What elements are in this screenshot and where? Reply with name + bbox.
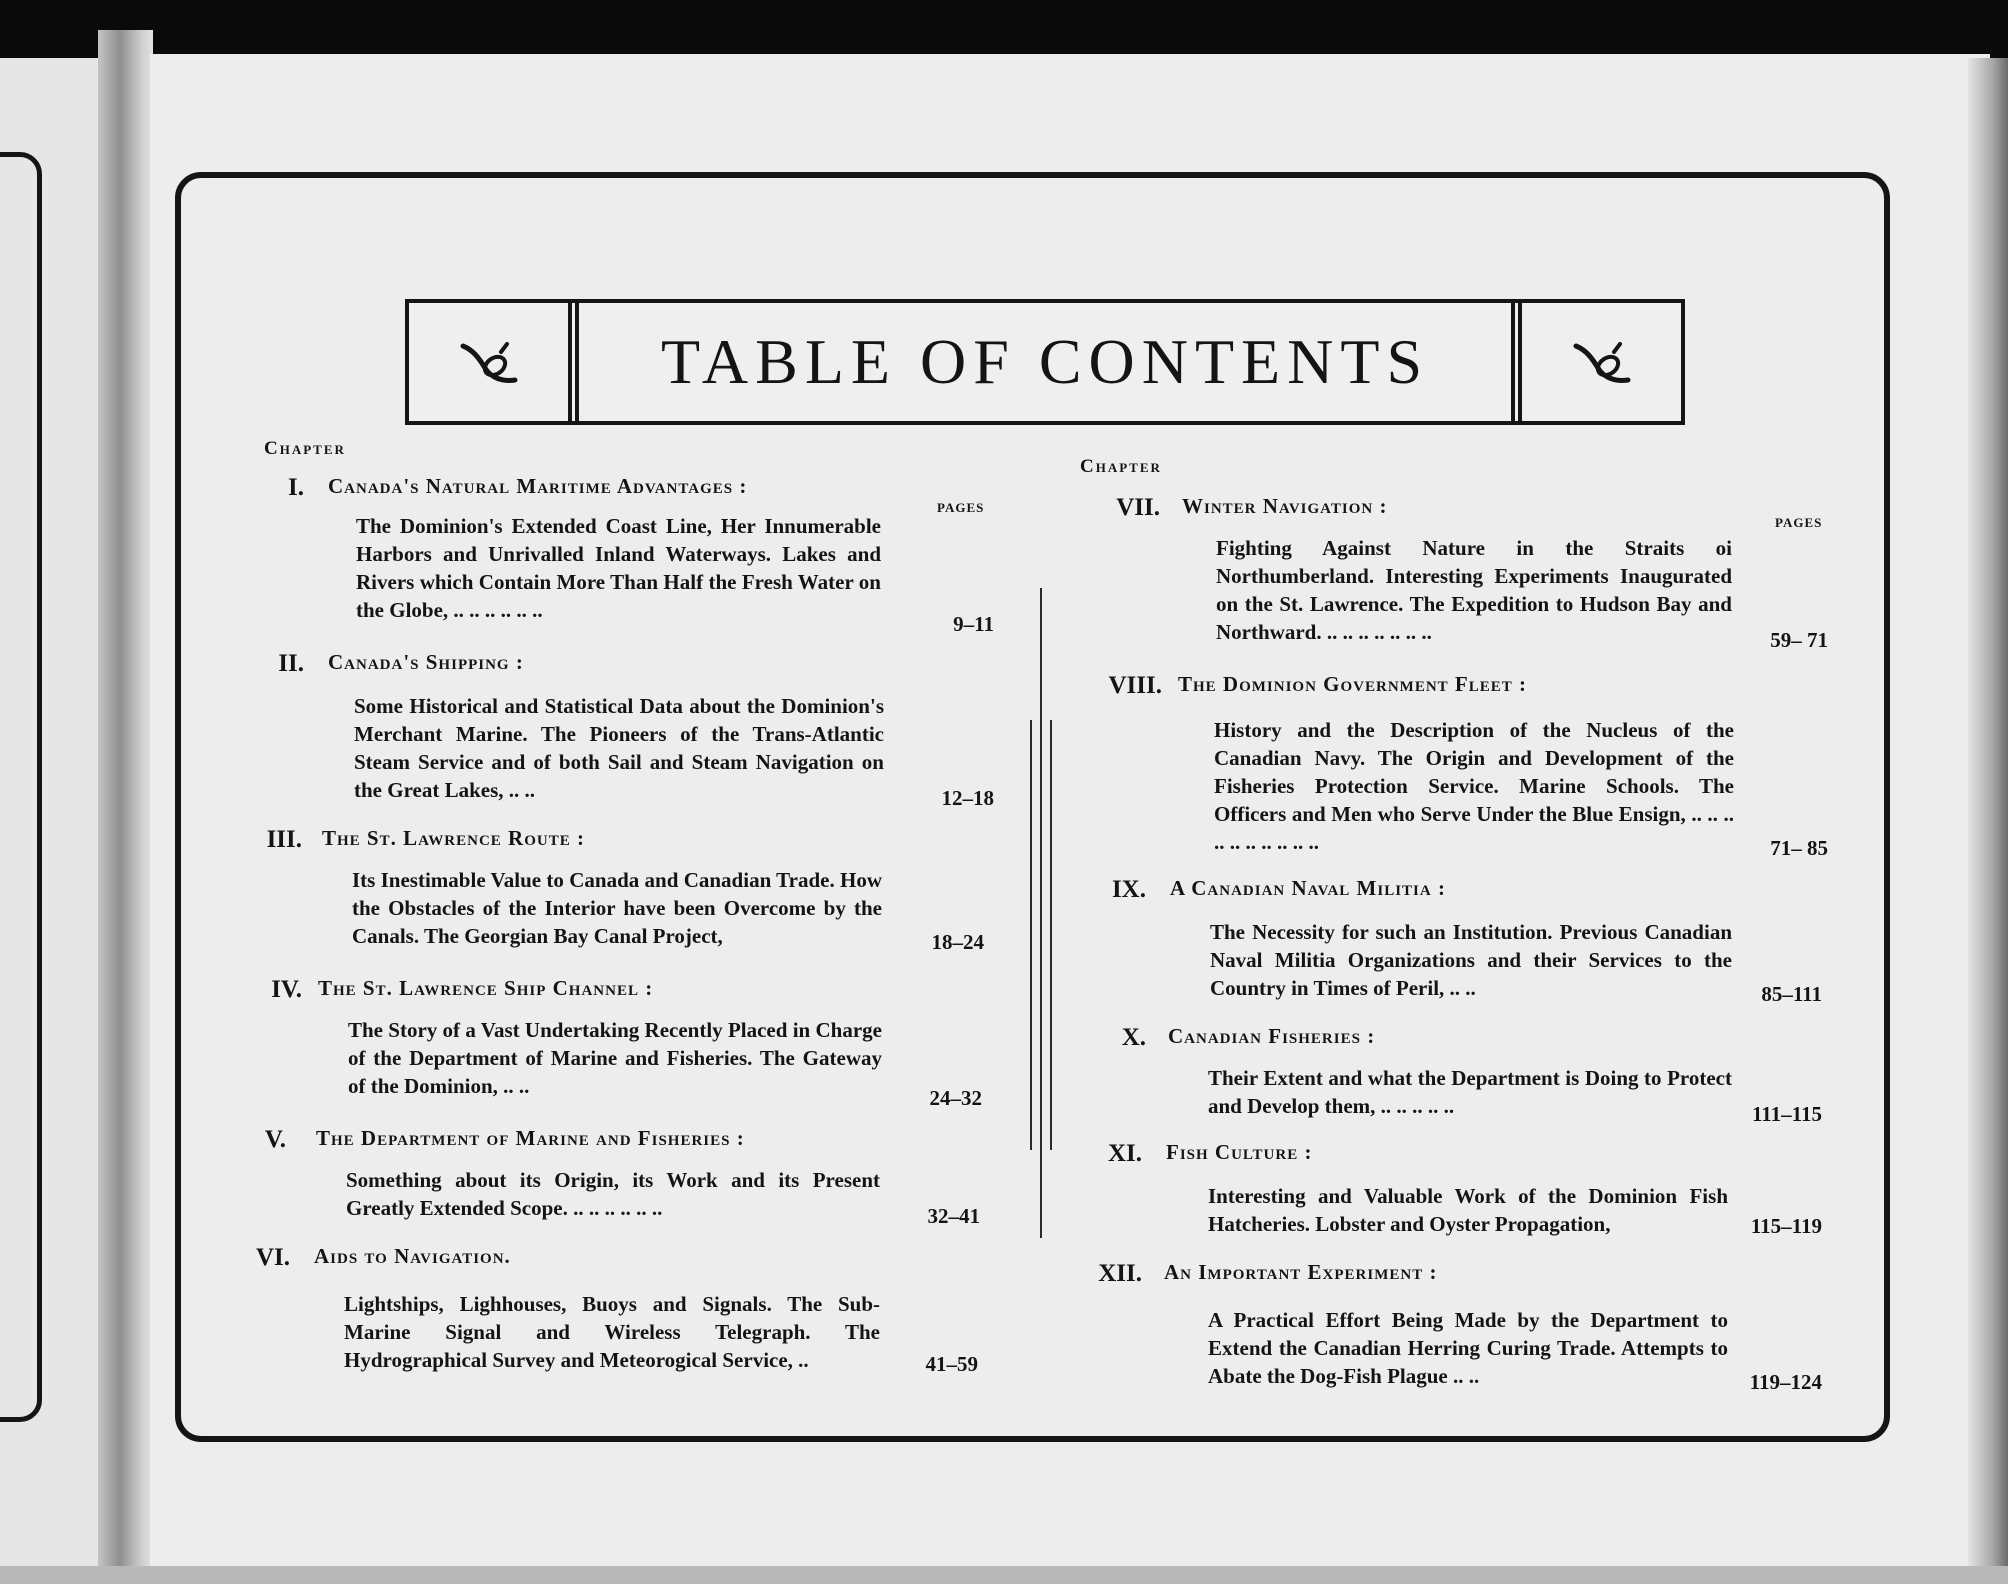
chapter-pages: 71– 85: [1770, 836, 1828, 860]
toc-entry: [1090, 1260, 1828, 1400]
chapter-numeral: II.: [278, 650, 304, 677]
toc-entry: [256, 1126, 994, 1236]
page-title: TABLE OF CONTENTS: [660, 326, 1430, 397]
toc-entry: [256, 826, 994, 966]
chapter-pages: 18–24: [931, 930, 984, 954]
column-divider: [1050, 720, 1052, 1150]
banner-left-panel: [409, 303, 579, 421]
chapter-numeral: VI.: [256, 1244, 291, 1271]
chapter-pages: 115–119: [1750, 1214, 1822, 1238]
toc-entry: [256, 1244, 994, 1384]
chapter-description: A Practical Effort Being Made by the Department to Extend the Canadian Herring Curing Trade. Attempts to Abate the Dog-Fish Plague .. ..: [1208, 1308, 1728, 1388]
chapter-description: Something about its Origin, its Work and its Present Greatly Extended Scope. .. .. .. .. .. ..: [346, 1168, 880, 1220]
chapter-numeral: IV.: [271, 976, 302, 1003]
chapter-pages: 119–124: [1749, 1370, 1822, 1394]
chapter-description: Its Inestimable Value to Canada and Canadian Trade. How the Obstacles of the Interior have been Overcome by the Canals. The Georgian Bay Canal Project,: [352, 868, 882, 948]
chapter-numeral: VII.: [1116, 494, 1160, 521]
chapter-description: Fighting Against Nature in the Straits oi Northumberland. Interesting Experiments Inaugurated on the St. Lawrence. The Expedition to Hudson Bay and Northward. .. .. .. .. .. .. ..: [1216, 536, 1732, 644]
chapter-numeral: V.: [264, 1126, 286, 1153]
chapter-description: Some Historical and Statistical Data about the Dominion's Merchant Marine. The Pioneers of the Trans-Atlantic Steam Service and of both Sail and Steam Navigation on the Great Lakes, .. ..: [354, 694, 884, 802]
chapter-pages: 59– 71: [1770, 628, 1828, 652]
previous-page-frame: [0, 152, 42, 1422]
scan-bottom-border: [0, 1566, 2008, 1584]
column-divider: [1030, 720, 1032, 1150]
chapter-heading: Fish Culture :: [1166, 1140, 1313, 1164]
toc-entry: [264, 650, 994, 810]
chapter-heading: Canada's Shipping :: [328, 650, 524, 674]
page-edge-shadow: [1968, 58, 2008, 1566]
chapter-numeral: XI.: [1107, 1140, 1142, 1167]
chapter-column-label: Chapter: [264, 438, 346, 459]
chapter-pages: 12–18: [941, 786, 994, 810]
chapter-heading: Canada's Natural Maritime Advantages :: [328, 474, 748, 498]
chapter-heading: Aids to Navigation.: [314, 1244, 511, 1268]
flourish-icon: [1570, 336, 1634, 388]
flourish-icon: [457, 336, 521, 388]
toc-entry: [1100, 494, 1828, 654]
chapter-description: Their Extent and what the Department is Doing to Protect and Develop them, .. .. .. .. ..: [1208, 1066, 1732, 1118]
chapter-pages: 9–11: [953, 612, 994, 636]
chapter-pages: 111–115: [1751, 1102, 1822, 1126]
chapter-numeral: XII.: [1098, 1260, 1142, 1287]
chapter-heading: An Important Experiment :: [1164, 1260, 1438, 1284]
chapter-pages: 85–111: [1761, 982, 1822, 1006]
title-banner: [405, 299, 1685, 425]
chapter-pages: 41–59: [925, 1352, 978, 1376]
chapter-description: The Dominion's Extended Coast Line, Her Innumerable Harbors and Unrivalled Inland Waterways. Lakes and Rivers which Contain More Than Half the Fresh Water on the Globe, .. .. .. .. .. ..: [356, 514, 881, 622]
toc-entry: [1106, 876, 1828, 1006]
chapter-numeral: I.: [288, 474, 304, 501]
chapter-description: History and the Description of the Nucleus of the Canadian Navy. The Origin and Development of the Fisheries Protection Service. Marine Schools. The Officers and Men who Serve Under the Blue Ensign, .. .. .. .. .. .. .. .. .. ..: [1214, 718, 1734, 854]
chapter-heading: The St. Lawrence Route :: [322, 826, 585, 850]
chapter-heading: A Canadian Naval Militia :: [1170, 876, 1446, 900]
book-gutter: [98, 30, 153, 1570]
chapter-description: Interesting and Valuable Work of the Dominion Fish Hatcheries. Lobster and Oyster Propagation,: [1208, 1184, 1728, 1236]
chapter-numeral: X.: [1121, 1024, 1146, 1051]
chapter-description: The Necessity for such an Institution. Previous Canadian Naval Militia Organizations and their Services to the Country in Times of Peril, .. ..: [1210, 920, 1732, 1000]
chapter-column-label: Chapter: [1080, 456, 1162, 477]
chapter-heading: Winter Navigation :: [1182, 494, 1388, 518]
toc-entry: [1098, 672, 1828, 872]
chapter-description: The Story of a Vast Undertaking Recently Placed in Charge of the Department of Marine and Fisheries. The Gateway of the Dominion, .. ..: [348, 1018, 882, 1098]
toc-entry: [1106, 1024, 1828, 1134]
column-divider: [1040, 588, 1042, 1238]
chapter-numeral: IX.: [1111, 876, 1146, 903]
toc-entry: [264, 474, 994, 634]
chapter-numeral: VIII.: [1108, 672, 1162, 699]
banner-right-panel: [1511, 303, 1681, 421]
chapter-heading: The Dominion Government Fleet :: [1178, 672, 1528, 696]
pages-column-label: PAGES: [1775, 515, 1823, 530]
pages-column-label: PAGES: [937, 500, 985, 515]
chapter-heading: Canadian Fisheries :: [1168, 1024, 1376, 1048]
chapter-heading: The Department of Marine and Fisheries :: [316, 1126, 745, 1150]
chapter-heading: The St. Lawrence Ship Channel :: [318, 976, 654, 1000]
toc-entry: [256, 976, 994, 1116]
chapter-pages: 32–41: [927, 1204, 980, 1228]
scan-top-border: [0, 0, 2008, 58]
toc-entry: [1100, 1140, 1828, 1250]
chapter-numeral: III.: [266, 826, 302, 853]
chapter-pages: 24–32: [929, 1086, 982, 1110]
chapter-description: Lightships, Lighhouses, Buoys and Signals. The Sub-Marine Signal and Wireless Telegraph. The Hydrographical Survey and Meteorogical Service, ..: [344, 1292, 880, 1372]
